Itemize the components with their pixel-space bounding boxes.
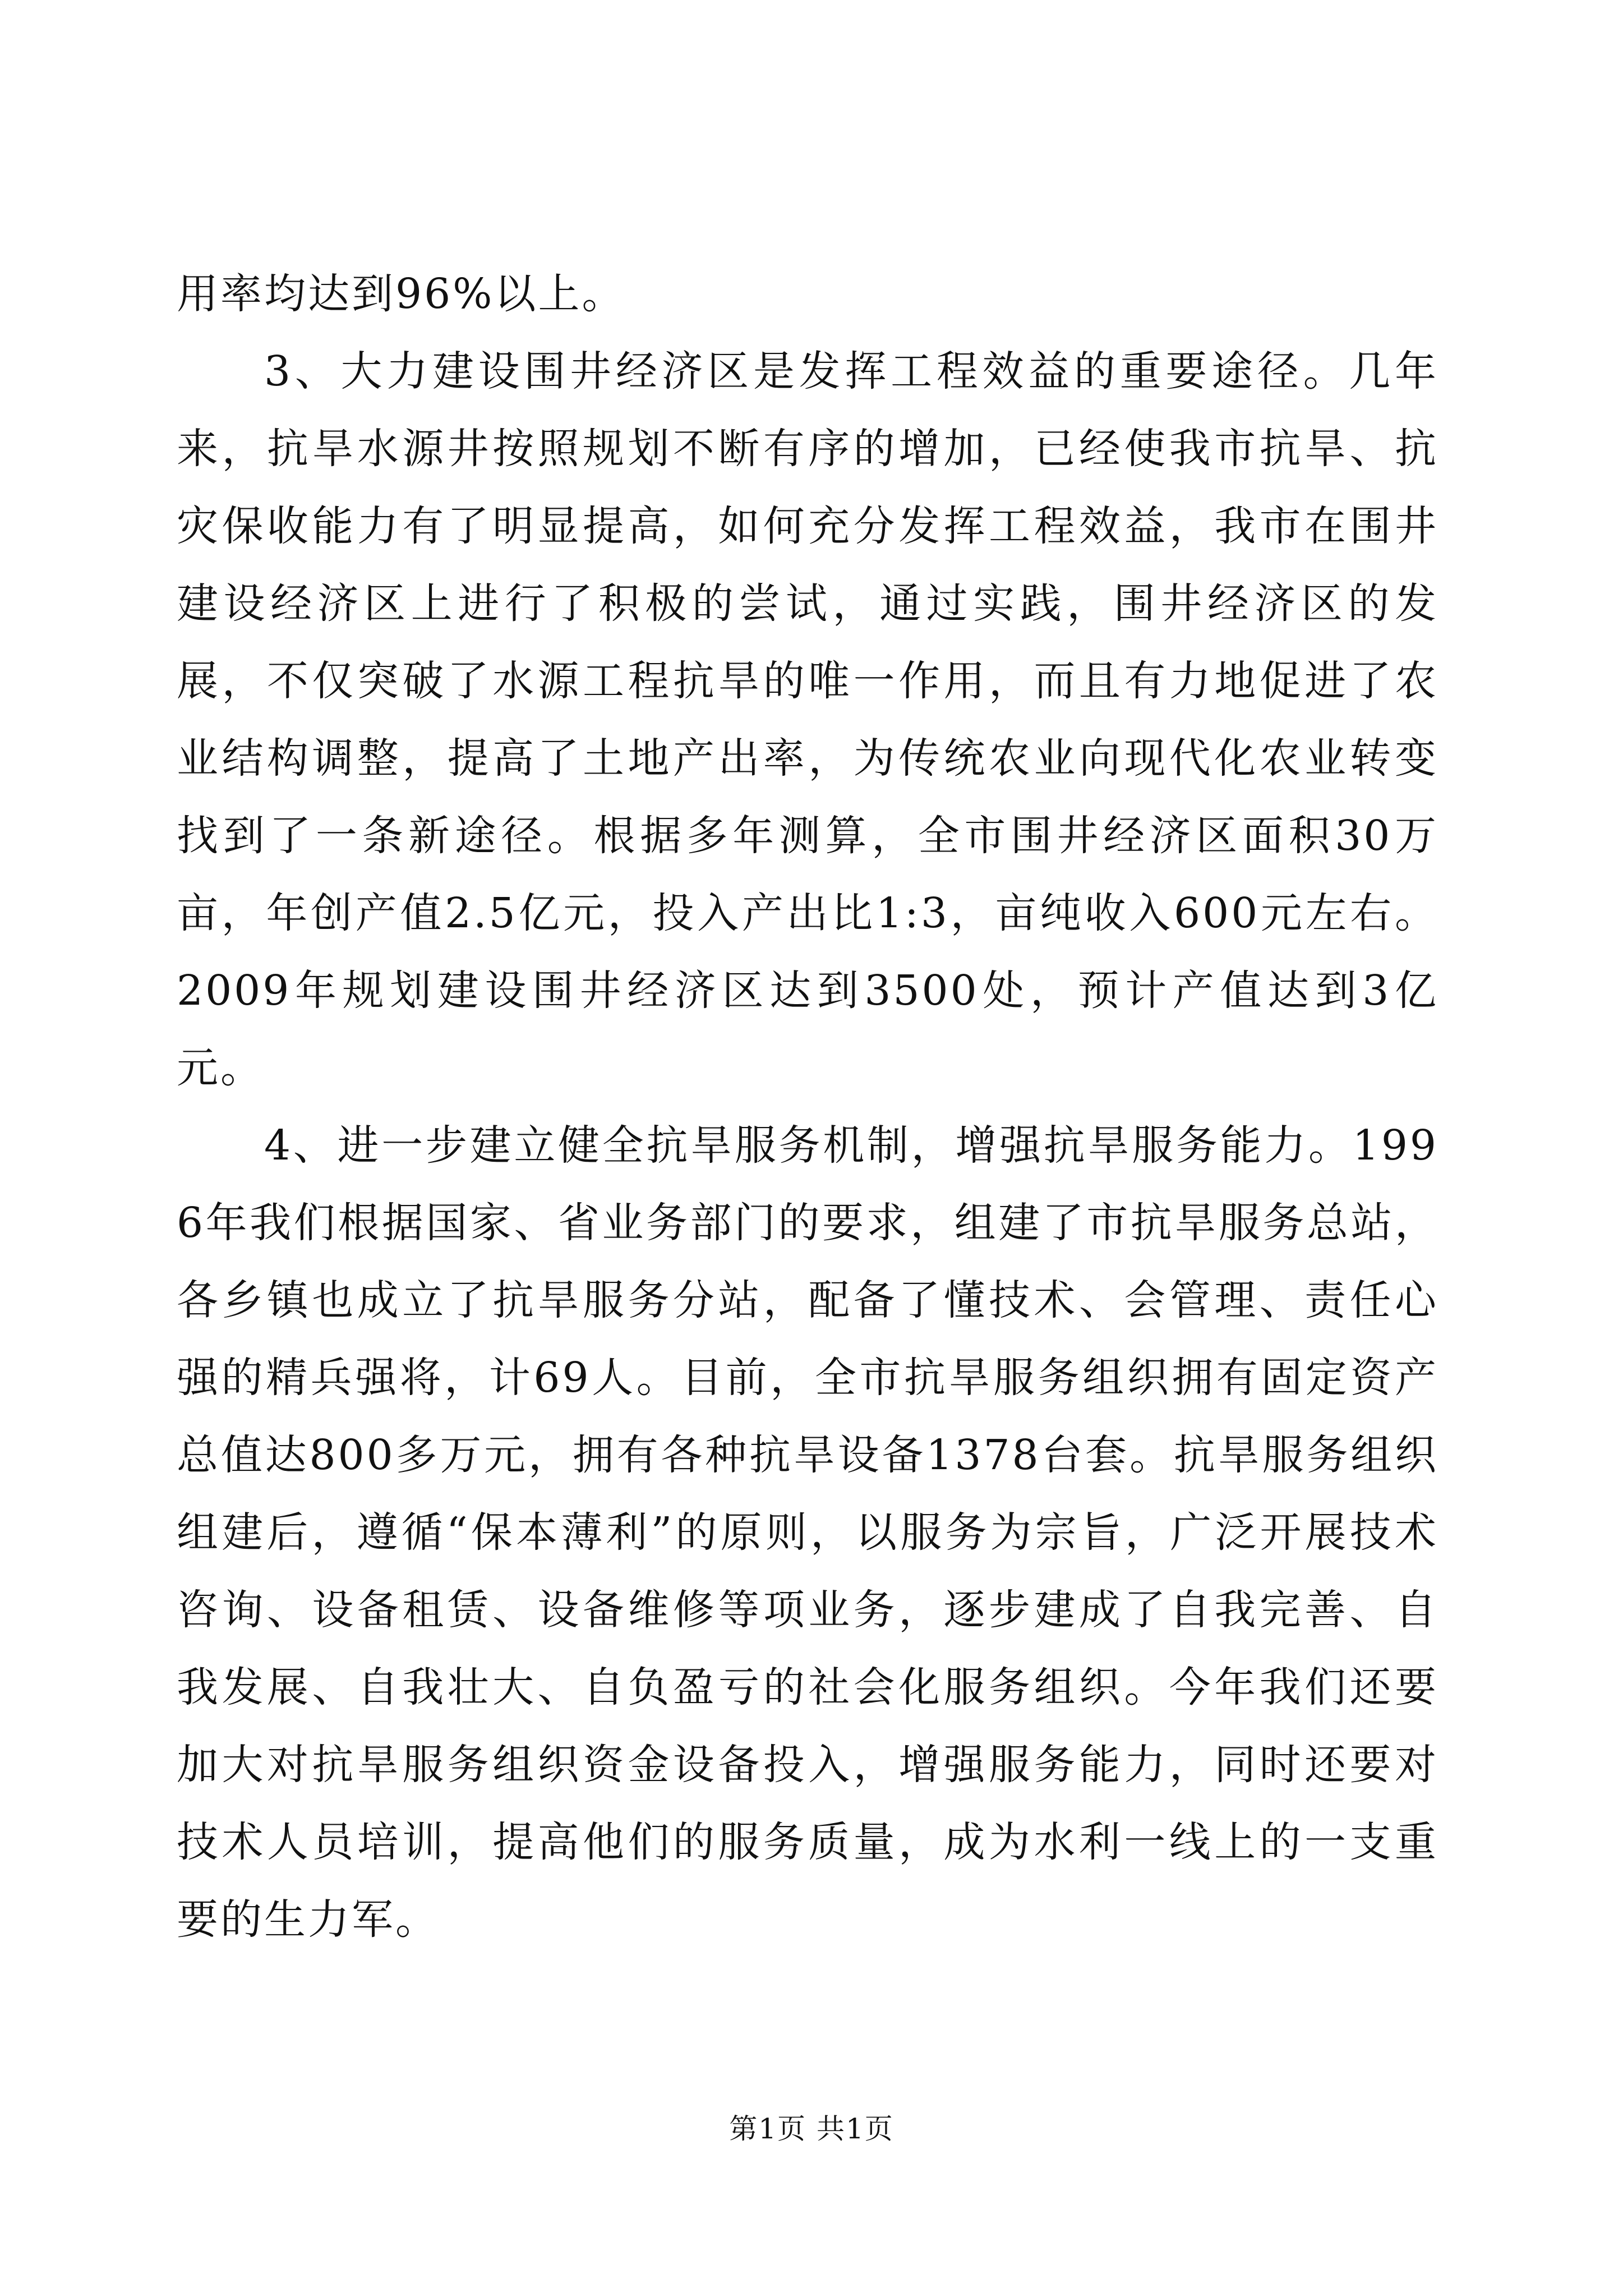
document-body <box>177 255 1438 1958</box>
paragraph-4-drought-service: 4、进一步建立健全抗旱服务机制，增强抗旱服务能力。1996年我们根据国家、省业务部门的要求，组建了市抗旱服务总站，各乡镇也成立了抗旱服务分站，配备了懂技术、会管理、责任心强的精兵强将，计69人。目前，全市抗旱服务组织拥有固定资产总值达800多万元，拥有各种抗旱设备1378台套。抗旱服务组织组建后，遵循“保本薄利”的原则，以服务为宗旨，广泛开展技术咨询、设备租赁、设备维修等项业务，逐步建成了自我完善、自我发展、自我壮大、自负盈亏的社会化服务组织。今年我们还要加大对抗旱服务组织资金设备投入，增强服务能力，同时还要对技术人员培训，提高他们的服务质量，成为水利一线上的一支重要的生力军。 <box>177 1121 1438 1944</box>
paragraph-3-well-economic-zone: 3、大力建设围井经济区是发挥工程效益的重要途径。几年来，抗旱水源井按照规划不断有序的增加，已经使我市抗旱、抗灾保收能力有了明显提高，如何充分发挥工程效益，我市在围井建设经济区上进行了积极的尝试，通过实践，围井经济区的发展，不仅突破了水源工程抗旱的唯一作用，而且有力地促进了农业结构调整，提高了土地产出率，为传统农业向现代化农业转变找到了一条新途径。根据多年测算，全市围井经济区面积30万亩，年创产值2.5亿元，投入产出比1:3，亩纯收入600元左右。2009年规划建设围井经济区达到3500处，预计产值达到3亿元。 <box>177 347 1438 1092</box>
paragraph-continuation: 用率均达到96%以上。 <box>177 270 626 318</box>
page-footer: 第1页 共1页 <box>729 2113 894 2145</box>
